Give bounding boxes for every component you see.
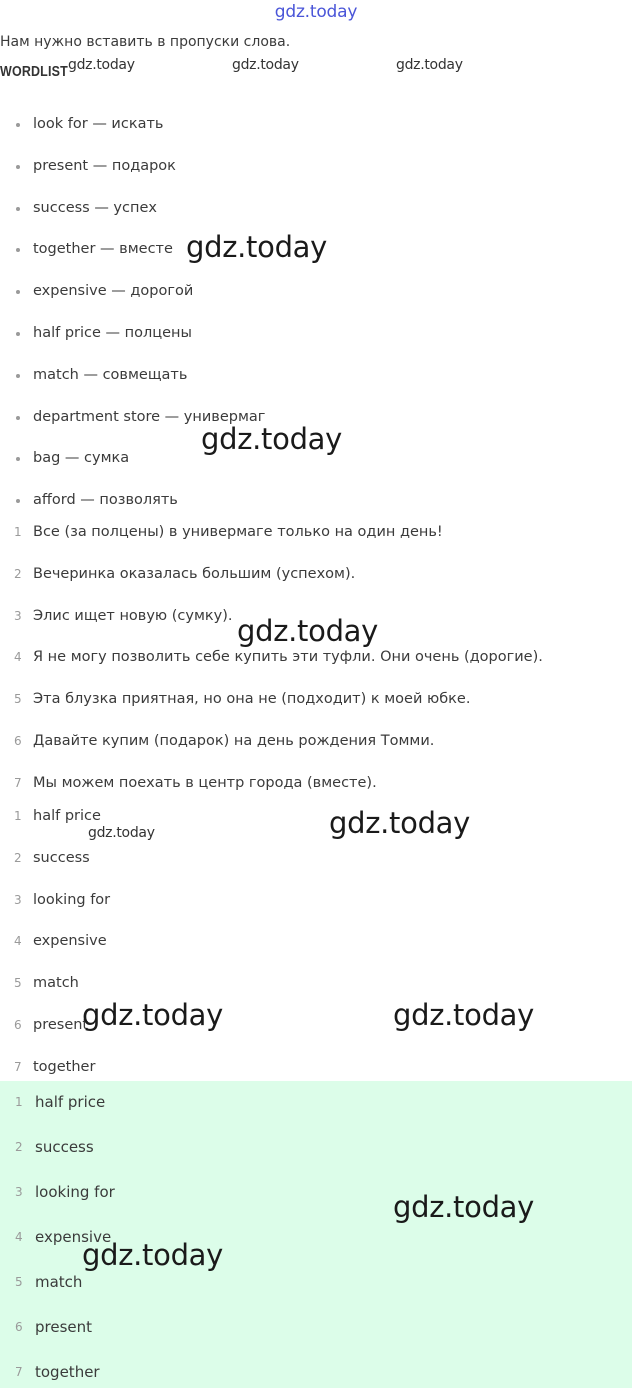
answer-text: together [33, 1058, 96, 1075]
item-number: 4 [14, 650, 22, 665]
item-number: 5 [14, 976, 22, 991]
item-number: 3 [14, 892, 22, 907]
answer-text: success [33, 849, 90, 866]
answer-text: expensive [33, 933, 107, 950]
answer-text: looking for [33, 891, 111, 908]
watermark: gdz.today [201, 422, 343, 456]
bullet-icon [16, 165, 20, 169]
sentence-text: Я не могу позволить себе купить эти туфли. Они очень (дорогие). [33, 649, 543, 666]
watermark: gdz.today [232, 57, 299, 73]
site-logo[interactable]: gdz.today [274, 2, 358, 22]
sentence-text: Элис ищет новую (сумку). [33, 607, 233, 624]
watermark: gdz.today [88, 825, 155, 841]
item-number: 2 [15, 1140, 23, 1154]
sentence-text: Мы можем поехать в центр города (вместе). [33, 774, 377, 791]
watermark: gdz.today [393, 998, 535, 1032]
answer-text: present [33, 1016, 89, 1033]
answer-text: together [35, 1363, 100, 1381]
watermark: gdz.today [68, 57, 135, 73]
answer-text: present [35, 1318, 93, 1336]
bullet-icon [16, 457, 20, 461]
answer-text: match [35, 1273, 83, 1291]
item-number: 4 [15, 1230, 23, 1244]
item-number: 7 [15, 1365, 23, 1379]
wordlist-entry: half price — полцены [33, 324, 192, 341]
answer-text: expensive [35, 1228, 112, 1246]
item-number: 3 [14, 608, 22, 623]
watermark: gdz.today [396, 57, 463, 73]
bullet-icon [16, 248, 20, 252]
bullet-icon [16, 416, 20, 420]
wordlist-heading: WORDLIST [0, 64, 68, 80]
item-number: 7 [14, 1059, 22, 1074]
item-number: 4 [14, 934, 22, 949]
bullet-icon [16, 123, 20, 127]
wordlist-entry: expensive — дорогой [33, 283, 194, 300]
item-number: 1 [14, 809, 22, 823]
answer-text: success [35, 1138, 94, 1156]
watermark: gdz.today [186, 230, 328, 264]
item-number: 1 [15, 1095, 23, 1109]
item-number: 2 [14, 850, 22, 865]
bullet-icon [16, 374, 20, 378]
intro-text: Нам нужно вставить в пропуски слова. [0, 34, 291, 50]
bullet-icon [16, 290, 20, 294]
wordlist-entry: present — подарок [33, 157, 176, 174]
wordlist-entry: match — совмещать [33, 366, 188, 383]
watermark: gdz.today [82, 1238, 224, 1272]
wordlist-entry: together — вместе [33, 241, 173, 258]
sentence-text: Давайте купим (подарок) на день рождения Томми. [33, 732, 435, 749]
item-number: 6 [14, 733, 22, 748]
sentence-text: Вечеринка оказалась большим (успехом). [33, 565, 356, 582]
item-number: 2 [14, 566, 22, 581]
wordlist-entry: department store — универмаг [33, 408, 266, 425]
item-number: 7 [14, 775, 22, 790]
item-number: 6 [15, 1320, 23, 1334]
wordlist-entry: bag — сумка [33, 450, 130, 467]
wordlist-entry: look for — искать [33, 116, 164, 132]
watermark: gdz.today [393, 1190, 535, 1224]
answer-text: match [33, 975, 79, 992]
bullet-icon [16, 207, 20, 211]
answer-text: looking for [35, 1183, 115, 1201]
answer-text: half price [33, 808, 101, 824]
item-number: 5 [15, 1275, 23, 1289]
wordlist-entry: success — успех [33, 199, 157, 216]
watermark: gdz.today [329, 806, 471, 840]
answer-text: half price [35, 1093, 106, 1111]
item-number: 1 [14, 525, 22, 539]
wordlist-entry: afford — позволять [33, 492, 178, 509]
sentence-text: Все (за полцены) в универмаге только на один день! [33, 524, 443, 540]
item-number: 6 [14, 1017, 22, 1032]
watermark: gdz.today [82, 998, 224, 1032]
sentence-text: Эта блузка приятная, но она не (подходит) к моей юбке. [33, 691, 471, 708]
bullet-icon [16, 499, 20, 503]
watermark: gdz.today [237, 614, 379, 648]
item-number: 5 [14, 692, 22, 707]
item-number: 3 [15, 1185, 23, 1199]
bullet-icon [16, 332, 20, 336]
